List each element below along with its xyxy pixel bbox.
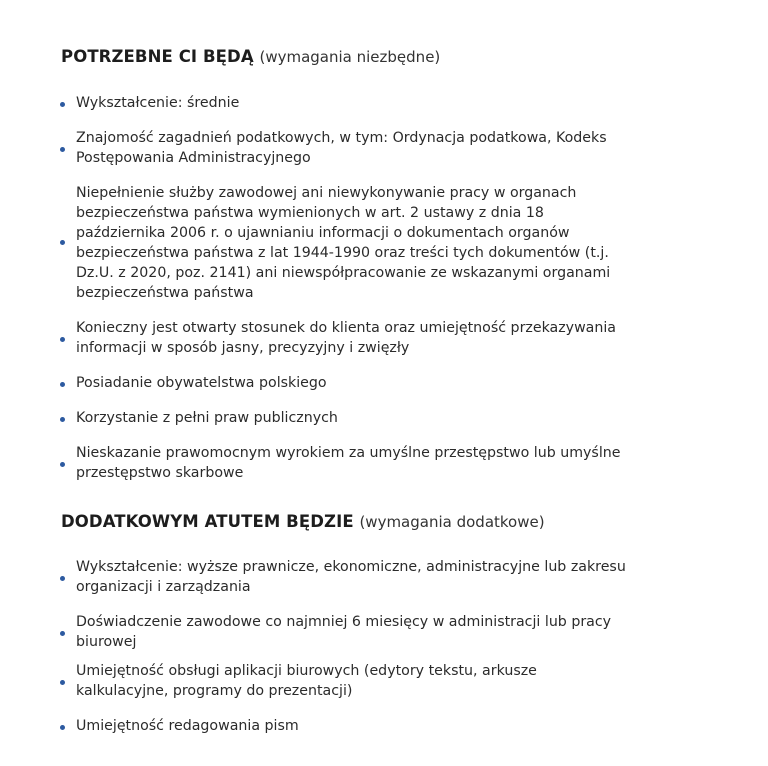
bullet-icon xyxy=(60,680,65,685)
additional-section-heading xyxy=(61,511,545,533)
required-heading-strong: POTRZEBNE CI BĘDĄ xyxy=(61,47,254,66)
additional-heading-sub: (wymagania dodatkowe) xyxy=(359,513,545,531)
list-item-text: Korzystanie z pełni praw publicznych xyxy=(76,410,338,426)
required-section-heading xyxy=(61,46,440,68)
bullet-icon xyxy=(60,337,65,342)
list-item-text: Doświadczenie zawodowe co najmniej 6 miesięcy w administracji lub pracy biurowej xyxy=(76,614,612,650)
list-item-text: Niepełnienie służby zawodowej ani niewykonywanie pracy w organach bezpieczeństwa państwa wymienionych w art. 2 ustawy z dnia 18 października 2006 r. o ujawnianiu informacji o dokumentach organów bezpieczeństwa państwa z lat 1944-1990 oraz treści tych dokumentów (t.j. Dz.U. z 2020, poz. 2141) ani niewspółpracowanie ze wskazanymi organami bezpieczeństwa państwa xyxy=(76,185,611,301)
bullet-icon xyxy=(60,417,65,422)
bullet-icon xyxy=(60,382,65,387)
list-item-text: Znajomość zagadnień podatkowych, w tym: Ordynacja podatkowa, Kodeks Postępowania Administracyjnego xyxy=(76,130,607,166)
list-item-text: Wykształcenie: wyższe prawnicze, ekonomiczne, administracyjne lub zakresu organizacji i zarządzania xyxy=(76,559,626,595)
bullet-icon xyxy=(60,576,65,581)
bullet-icon xyxy=(60,240,65,245)
list-item-text: Wykształcenie: średnie xyxy=(76,95,240,111)
required-heading-sub: (wymagania niezbędne) xyxy=(259,48,441,66)
bullet-icon xyxy=(60,147,65,152)
bullet-icon xyxy=(60,102,65,107)
list-item-text: Umiejętność redagowania pism xyxy=(76,718,299,734)
additional-heading-strong: DODATKOWYM ATUTEM BĘDZIE xyxy=(61,512,354,531)
bullet-icon xyxy=(60,725,65,730)
list-item-text: Umiejętność obsługi aplikacji biurowych (edytory tekstu, arkusze kalkulacyjne, programy do prezentacji) xyxy=(76,663,537,699)
list-item-text: Konieczny jest otwarty stosunek do klienta oraz umiejętność przekazywania informacji w sposób jasny, precyzyjny i zwięzły xyxy=(76,320,617,356)
bullet-icon xyxy=(60,462,65,467)
list-item-text: Posiadanie obywatelstwa polskiego xyxy=(76,375,327,391)
list-item-text: Nieskazanie prawomocnym wyrokiem za umyślne przestępstwo lub umyślne przestępstwo skarbowe xyxy=(76,445,621,481)
bullet-icon xyxy=(60,631,65,636)
